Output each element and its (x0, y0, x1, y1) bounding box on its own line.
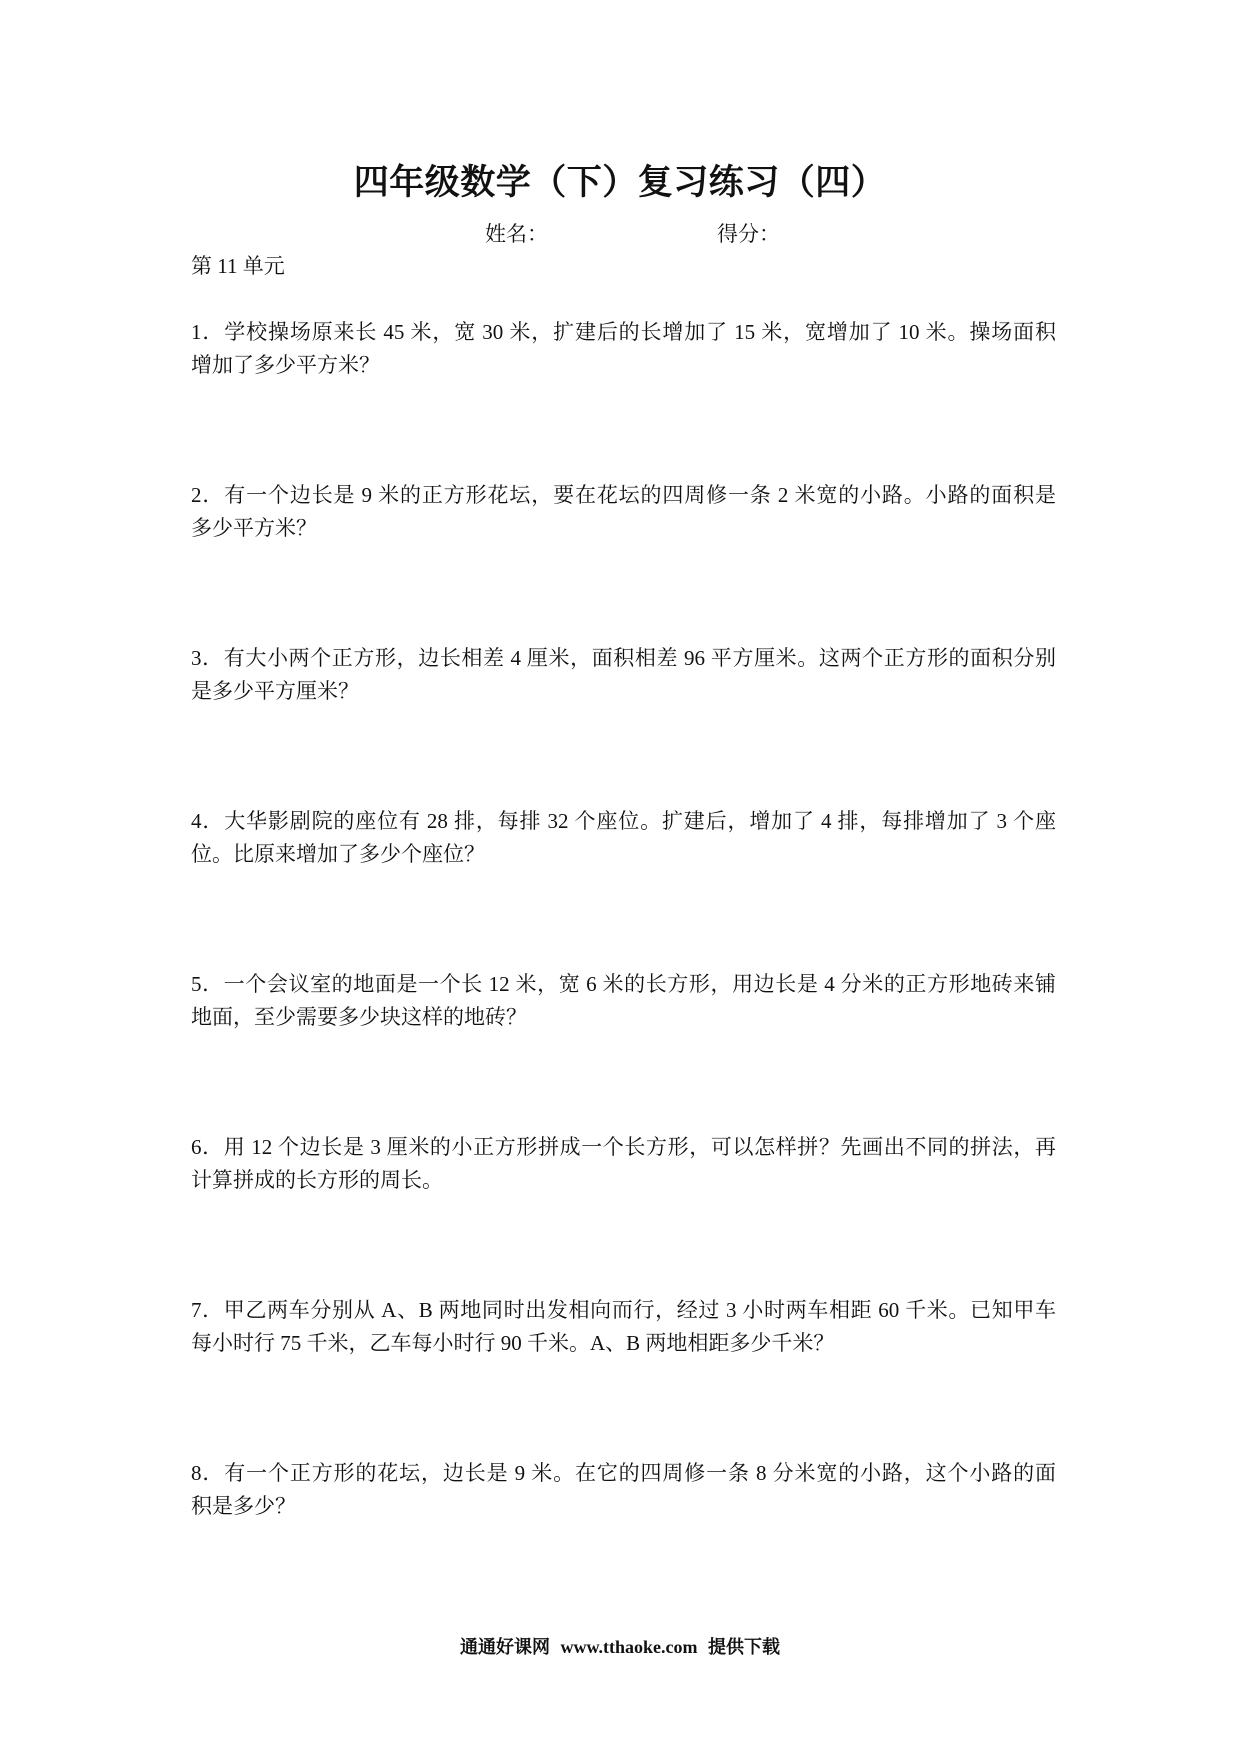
question-2 (191, 479, 1056, 545)
question-line: 1．学校操场原来长 45 米，宽 30 米，扩建后的长增加了 15 米，宽增加了 10 米。操场面积 (191, 320, 1056, 344)
question-line: 3．有大小两个正方形，边长相差 4 厘米，面积相差 96 平方厘米。这两个正方形的面积分别 (191, 646, 1056, 670)
question-3 (191, 642, 1056, 708)
question-line: 8．有一个正方形的花坛，边长是 9 米。在它的四周修一条 8 分米宽的小路，这个小路的面 (191, 1461, 1056, 1485)
question-line: 计算拼成的长方形的周长。 (191, 1168, 443, 1192)
question-line: 位。比原来增加了多少个座位？ (191, 842, 485, 866)
question-line: 每小时行 75 千米，乙车每小时行 90 千米。A、B 两地相距多少千米？ (191, 1331, 835, 1355)
question-line: 2．有一个边长是 9 米的正方形花坛，要在花坛的四周修一条 2 米宽的小路。小路的面积是 (191, 483, 1056, 507)
question-line: 地面，至少需要多少块这样的地砖？ (191, 1005, 527, 1029)
question-8 (191, 1457, 1056, 1523)
question-line: 增加了多少平方米？ (191, 353, 380, 377)
score-label: 得分： (717, 222, 780, 246)
footer-credit: 通通好课网 www.tthaoke.com 提供下载 (460, 1637, 780, 1657)
question-line: 是多少平方厘米？ (191, 679, 359, 703)
unit-heading: 第 11 单元 (191, 254, 285, 278)
question-line: 7．甲乙两车分别从 A、B 两地同时出发相向而行，经过 3 小时两车相距 60 千米。已知甲车 (191, 1298, 1056, 1322)
question-line: 多少平方米？ (191, 516, 317, 540)
question-7 (191, 1294, 1056, 1360)
question-line: 5．一个会议室的地面是一个长 12 米，宽 6 米的长方形，用边长是 4 分米的正方形地砖来铺 (191, 972, 1056, 996)
question-line: 积是多少？ (191, 1494, 296, 1518)
question-5 (191, 968, 1056, 1034)
name-label: 姓名： (485, 222, 548, 246)
question-1 (191, 316, 1056, 382)
question-4 (191, 805, 1056, 871)
question-line: 6．用 12 个边长是 3 厘米的小正方形拼成一个长方形，可以怎样拼？先画出不同的拼法，再 (191, 1135, 1056, 1159)
question-line: 4．大华影剧院的座位有 28 排，每排 32 个座位。扩建后，增加了 4 排，每排增加了 3 个座 (191, 809, 1056, 833)
question-6 (191, 1131, 1056, 1197)
page-title: 四年级数学（下）复习练习（四） (353, 163, 887, 202)
